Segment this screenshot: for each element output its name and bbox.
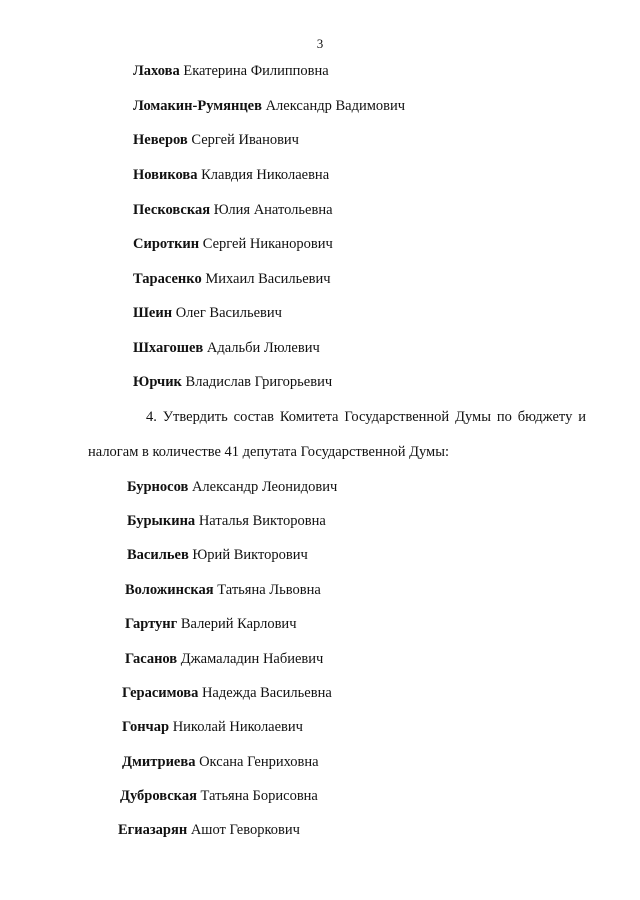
surname: Гартунг	[125, 616, 178, 632]
surname: Ломакин-Румянцев	[133, 98, 262, 114]
surname: Лахова	[133, 63, 180, 79]
given-names: Екатерина Филипповна	[179, 63, 329, 79]
given-names: Сергей Иванович	[187, 132, 299, 148]
surname: Воложинская	[125, 582, 214, 598]
given-names: Александр Леонидович	[188, 479, 338, 495]
given-names: Юлия Анатольевна	[210, 202, 333, 218]
given-names: Владислав Григорьевич	[181, 374, 333, 390]
list-item	[118, 821, 300, 839]
list-item	[125, 615, 297, 633]
given-names: Оксана Генриховна	[195, 754, 319, 770]
surname: Неверов	[133, 132, 188, 148]
list-item	[125, 650, 323, 668]
given-names: Надежда Васильевна	[198, 685, 332, 701]
given-names: Александр Вадимович	[261, 98, 406, 114]
paragraph-line-1: 4. Утвердить состав Комитета Государственной Думы по бюджету и	[146, 409, 586, 425]
given-names: Наталья Викторовна	[195, 513, 326, 529]
given-names: Юрий Викторович	[188, 547, 308, 563]
surname: Шеин	[133, 305, 173, 321]
surname: Гасанов	[125, 651, 178, 667]
list-item	[127, 546, 308, 564]
surname: Сироткин	[133, 236, 200, 252]
surname: Юрчик	[133, 374, 182, 390]
list-item	[133, 235, 333, 253]
list-item	[133, 166, 329, 184]
given-names: Джамаладин Набиевич	[177, 651, 324, 667]
given-names: Михаил Васильевич	[201, 271, 331, 287]
given-names: Сергей Никанорович	[199, 236, 333, 252]
list-item	[120, 787, 318, 805]
given-names: Татьяна Львовна	[213, 582, 321, 598]
page-number: 3	[316, 36, 324, 51]
given-names: Ашот Геворкович	[187, 822, 300, 838]
given-names: Валерий Карлович	[177, 616, 297, 632]
list-item	[133, 131, 299, 149]
list-item	[133, 339, 320, 357]
given-names: Адальби Люлевич	[203, 340, 320, 356]
list-item	[122, 684, 332, 702]
surname: Дмитриева	[122, 754, 196, 770]
surname: Новикова	[133, 167, 198, 183]
list-item	[133, 373, 332, 391]
given-names: Николай Николаевич	[169, 719, 303, 735]
list-item	[133, 304, 282, 322]
surname: Бурыкина	[127, 513, 196, 529]
list-item	[125, 581, 321, 599]
surname: Песковская	[133, 202, 211, 218]
list-item	[133, 201, 333, 219]
given-names: Клавдия Николаевна	[197, 167, 330, 183]
surname: Бурносов	[127, 479, 189, 495]
given-names: Татьяна Борисовна	[196, 788, 318, 804]
list-item	[122, 753, 319, 771]
list-item	[133, 270, 331, 288]
surname: Тарасенко	[133, 271, 202, 287]
surname: Шхагошев	[133, 340, 204, 356]
surname: Гончар	[122, 719, 170, 735]
list-item	[122, 718, 303, 736]
list-item	[127, 478, 337, 496]
list-item	[127, 512, 326, 530]
surname: Герасимова	[122, 685, 199, 701]
surname: Васильев	[127, 547, 189, 563]
given-names: Олег Васильевич	[172, 305, 282, 321]
surname: Дубровская	[120, 788, 197, 804]
list-item	[133, 62, 329, 80]
list-item	[133, 97, 405, 115]
surname: Егиазарян	[118, 822, 188, 838]
paragraph-line-2: налогам в количестве 41 депутата Государственной Думы:	[88, 444, 449, 460]
